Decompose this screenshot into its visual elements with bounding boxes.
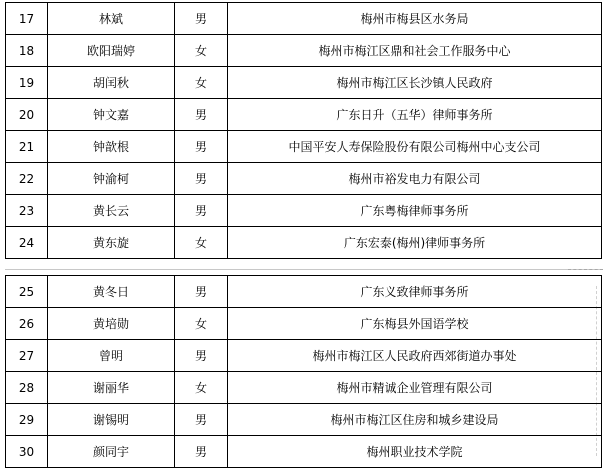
gender-cell: 男: [175, 163, 228, 195]
gender-cell: 男: [175, 340, 228, 372]
gender-cell: 男: [175, 195, 228, 227]
organization-cell: 梅州市裕发电力有限公司: [228, 163, 602, 195]
row-number-cell: 21: [6, 131, 48, 163]
table-row: [6, 404, 602, 436]
member-table-body: [6, 3, 602, 259]
table-row: [6, 276, 602, 308]
table-row: [6, 35, 602, 67]
member-table-top: [5, 2, 602, 259]
organization-cell: 中国平安人寿保险股份有限公司梅州中心支公司: [228, 131, 602, 163]
name-cell: 谢丽华: [48, 372, 175, 404]
row-number-cell: 30: [6, 436, 48, 468]
gender-cell: 男: [175, 3, 228, 35]
gender-cell: 女: [175, 372, 228, 404]
organization-cell: 梅州市梅江区人民政府西郊街道办事处: [228, 340, 602, 372]
organization-cell: 梅州市梅县区水务局: [228, 3, 602, 35]
name-cell: 黄长云: [48, 195, 175, 227]
table-row: [6, 131, 602, 163]
organization-cell: 梅州市精诚企业管理有限公司: [228, 372, 602, 404]
name-cell: 钟文嘉: [48, 99, 175, 131]
organization-cell: 广东日升（五华）律师事务所: [228, 99, 602, 131]
table-row: [6, 195, 602, 227]
name-cell: 黄东旋: [48, 227, 175, 259]
row-number-cell: 22: [6, 163, 48, 195]
organization-cell: 梅州市梅江区住房和城乡建设局: [228, 404, 602, 436]
gender-cell: 女: [175, 227, 228, 259]
name-cell: 黄培勋: [48, 308, 175, 340]
organization-cell: 广东粤梅律师事务所: [228, 195, 602, 227]
row-number-cell: 28: [6, 372, 48, 404]
gender-cell: 男: [175, 276, 228, 308]
row-number-cell: 20: [6, 99, 48, 131]
row-number-cell: 25: [6, 276, 48, 308]
table-row: [6, 372, 602, 404]
gender-cell: 女: [175, 67, 228, 99]
row-number-cell: 26: [6, 308, 48, 340]
organization-cell: 广东义致律师事务所: [228, 276, 602, 308]
page-break-line: [5, 269, 603, 270]
table-row: [6, 3, 602, 35]
row-number-cell: 18: [6, 35, 48, 67]
organization-cell: 梅州市梅江区长沙镇人民政府: [228, 67, 602, 99]
gender-cell: 男: [175, 436, 228, 468]
table-row: [6, 308, 602, 340]
row-number-cell: 24: [6, 227, 48, 259]
name-cell: 颜同宇: [48, 436, 175, 468]
table-row: [6, 227, 602, 259]
member-table-body: [6, 276, 602, 468]
table-row: [6, 436, 602, 468]
row-number-cell: 23: [6, 195, 48, 227]
gender-cell: 男: [175, 404, 228, 436]
organization-cell: 梅州职业技术学院: [228, 436, 602, 468]
name-cell: 钟渝柯: [48, 163, 175, 195]
name-cell: 曾明: [48, 340, 175, 372]
organization-cell: 梅州市梅江区鼎和社会工作服务中心: [228, 35, 602, 67]
row-number-cell: 27: [6, 340, 48, 372]
row-number-cell: 17: [6, 3, 48, 35]
table-row: [6, 99, 602, 131]
name-cell: 胡闰秋: [48, 67, 175, 99]
table-row: [6, 67, 602, 99]
organization-cell: 广东梅县外国语学校: [228, 308, 602, 340]
name-cell: 钟歆根: [48, 131, 175, 163]
row-number-cell: 19: [6, 67, 48, 99]
table-row: [6, 163, 602, 195]
name-cell: 欧阳瑞婷: [48, 35, 175, 67]
page-break-dots: [568, 269, 603, 270]
gender-cell: 男: [175, 131, 228, 163]
gender-cell: 女: [175, 35, 228, 67]
organization-cell: 广东宏泰(梅州)律师事务所: [228, 227, 602, 259]
table-row: [6, 340, 602, 372]
row-number-cell: 29: [6, 404, 48, 436]
name-cell: 谢锡明: [48, 404, 175, 436]
name-cell: 林斌: [48, 3, 175, 35]
name-cell: 黄冬日: [48, 276, 175, 308]
gender-cell: 男: [175, 99, 228, 131]
gender-cell: 女: [175, 308, 228, 340]
member-table-bottom: [5, 275, 602, 468]
